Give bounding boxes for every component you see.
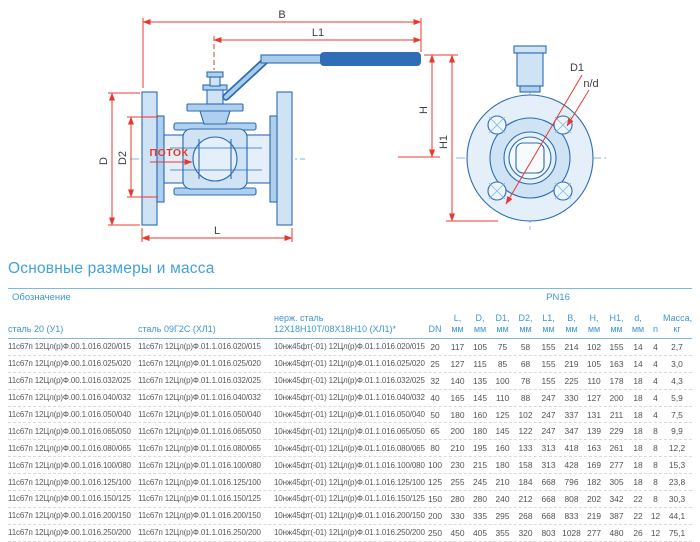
value-cell: 250 bbox=[428, 527, 442, 538]
value-cell: 247 bbox=[541, 409, 556, 420]
value-cell: 202 bbox=[587, 493, 601, 504]
value-cell: 155 bbox=[541, 341, 556, 352]
value-cell: 335 bbox=[473, 510, 487, 521]
table-row bbox=[8, 440, 692, 457]
value-cell: 8 bbox=[653, 426, 658, 437]
value-cell: 139 bbox=[587, 426, 601, 437]
value-cell: 110 bbox=[587, 375, 601, 386]
left-raised-face bbox=[157, 116, 164, 202]
designation-cell: 11с67п 12Цл(р)Ф.00.1.016.050/040 bbox=[8, 410, 131, 419]
value-cell: 803 bbox=[541, 527, 556, 538]
value-cell: 229 bbox=[609, 426, 624, 437]
value-cell: 58 bbox=[520, 341, 531, 352]
handle-grip bbox=[320, 52, 421, 66]
right-flange bbox=[277, 92, 292, 225]
handle bbox=[226, 52, 421, 97]
value-cell: 169 bbox=[587, 460, 601, 471]
table-row bbox=[8, 373, 692, 390]
value-cell: 40 bbox=[430, 392, 440, 403]
dim-column-header-dn: DN bbox=[428, 323, 442, 334]
table-header bbox=[8, 288, 692, 339]
table-row bbox=[8, 474, 692, 491]
value-cell: 65 bbox=[430, 426, 440, 437]
value-cell: 18 bbox=[633, 375, 643, 386]
designation-cell: 11с67п 12Цл(р)Ф.01.1.016.150/125 bbox=[138, 494, 261, 504]
designation-cell: 11с67п 12Цл(р)Ф.00.1.016.200/150 bbox=[8, 511, 131, 521]
designation-cell: 11с67п 12Цл(р)Ф.00.1.016.020/015 bbox=[8, 342, 131, 352]
value-cell: 125 bbox=[428, 477, 442, 488]
table-row bbox=[8, 423, 692, 440]
value-cell: 480 bbox=[609, 527, 624, 538]
value-cell: 8 bbox=[653, 477, 658, 488]
value-cell: 85 bbox=[497, 358, 508, 369]
value-cell: 247 bbox=[541, 392, 556, 403]
value-cell: 20 bbox=[430, 341, 440, 352]
value-cell: 18 bbox=[633, 443, 643, 454]
value-cell: 277 bbox=[609, 460, 624, 471]
value-cell: 9,9 bbox=[671, 426, 683, 437]
dim-label-B: B bbox=[278, 9, 286, 21]
dim-label-nd: n/d bbox=[583, 78, 599, 90]
value-cell: 22 bbox=[633, 510, 643, 521]
dim-column-header-n: n bbox=[652, 323, 658, 334]
value-cell: 115 bbox=[473, 358, 487, 369]
value-cell: 127 bbox=[450, 358, 465, 369]
value-cell: 1028 bbox=[562, 527, 581, 538]
value-cell: 135 bbox=[473, 375, 487, 386]
designation-cell: 11с67п 12Цл(р)Ф.01.1.016.080/065 bbox=[138, 443, 261, 453]
designation-cell: 10нж45фт(-01) 12Цл(р)Ф.01.1.016.125/100 bbox=[274, 477, 425, 487]
value-cell: 15,3 bbox=[668, 460, 686, 471]
designation-cell: 11с67п 12Цл(р)Ф.00.1.016.125/100 bbox=[8, 477, 131, 487]
value-cell: 18 bbox=[633, 460, 643, 471]
value-cell: 145 bbox=[495, 426, 510, 437]
designation-cell: 11с67п 12Цл(р)Ф.01.1.016.032/025 bbox=[138, 376, 261, 386]
value-cell: 240 bbox=[495, 493, 510, 504]
dimensions-table bbox=[8, 288, 692, 542]
value-cell: 808 bbox=[564, 493, 579, 504]
value-cell: 418 bbox=[564, 443, 579, 454]
dim-column-header-d2: D2, мм bbox=[518, 312, 533, 334]
value-cell: 277 bbox=[587, 527, 601, 538]
value-cell: 255 bbox=[450, 477, 465, 488]
value-cell: 210 bbox=[450, 443, 465, 454]
value-cell: 215 bbox=[473, 460, 487, 471]
value-cell: 160 bbox=[495, 443, 510, 454]
designation-cell: 10нж45фт(-01) 12Цл(р)Ф.01.1.016.150/125 bbox=[274, 494, 425, 504]
designation-cell: 11с67п 12Цл(р)Ф.00.1.016.150/125 bbox=[8, 494, 131, 504]
value-cell: 133 bbox=[518, 443, 533, 454]
designation-cell: 10нж45фт(-01) 12Цл(р)Ф.01.1.016.100/080 bbox=[274, 460, 425, 470]
value-cell: 117 bbox=[450, 341, 465, 352]
value-cell: 337 bbox=[564, 409, 579, 420]
designation-cell: 10нж45фт(-01) 12Цл(р)Ф.01.1.016.040/032 bbox=[274, 393, 425, 403]
value-cell: 268 bbox=[518, 510, 533, 521]
value-cell: 225 bbox=[564, 375, 579, 386]
value-cell: 668 bbox=[541, 493, 556, 504]
stem-top-lip bbox=[514, 46, 546, 53]
dim-column-header-l1: L1, мм bbox=[542, 312, 555, 334]
dim-column-header-l: L, мм bbox=[451, 312, 464, 334]
value-cell: 5,9 bbox=[671, 392, 683, 403]
value-cell: 12 bbox=[650, 527, 661, 538]
dim-column-header-d1: D1, мм bbox=[495, 312, 510, 334]
value-cell: 26 bbox=[633, 527, 643, 538]
value-cell: 127 bbox=[587, 392, 601, 403]
designation-cell: 11с67п 12Цл(р)Ф.00.1.016.032/025 bbox=[8, 376, 131, 386]
designation-cell: 11с67п 12Цл(р)Ф.01.1.016.250/200 bbox=[138, 528, 261, 538]
handle-bar bbox=[261, 55, 325, 63]
designation-group-header: Обозначение bbox=[12, 292, 71, 303]
dim-column-header-d: D, мм bbox=[473, 312, 487, 334]
designation-cell: 10нж45фт(-01) 12Цл(р)Ф.01.1.016.065/050 bbox=[274, 426, 425, 436]
value-cell: 140 bbox=[450, 375, 465, 386]
value-cell: 428 bbox=[564, 460, 579, 471]
value-cell: 44,1 bbox=[668, 510, 686, 521]
value-cell: 160 bbox=[473, 409, 487, 420]
value-cell: 18 bbox=[633, 392, 643, 403]
value-cell: 3,0 bbox=[671, 358, 683, 369]
value-cell: 18 bbox=[633, 426, 643, 437]
material-column-header-0: сталь 20 (У1) bbox=[8, 323, 64, 334]
value-cell: 155 bbox=[609, 341, 624, 352]
designation-cell: 11с67п 12Цл(р)Ф.01.1.016.025/020 bbox=[138, 359, 261, 369]
dim-label-L: L bbox=[213, 225, 221, 237]
value-cell: 320 bbox=[518, 527, 533, 538]
material-column-header-1: сталь 09Г2С (ХЛ1) bbox=[138, 323, 216, 334]
value-cell: 347 bbox=[564, 426, 579, 437]
designation-cell: 11с67п 12Цл(р)Ф.00.1.016.040/032 bbox=[8, 393, 131, 403]
designation-cell: 10нж45фт(-01) 12Цл(р)Ф.01.1.016.200/150 bbox=[274, 511, 425, 521]
value-cell: 4 bbox=[653, 341, 658, 352]
dim-label-D2: D2 bbox=[117, 150, 129, 166]
value-cell: 4 bbox=[653, 409, 658, 420]
value-cell: 88 bbox=[520, 392, 531, 403]
stem-neck bbox=[207, 89, 223, 104]
pn-group-header: PN16 bbox=[546, 292, 570, 303]
designation-cell: 11с67п 12Цл(р)Ф.00.1.016.250/200 bbox=[8, 528, 131, 538]
value-cell: 313 bbox=[541, 460, 556, 471]
value-cell: 23,8 bbox=[668, 477, 686, 488]
designation-cell: 11с67п 12Цл(р)Ф.01.1.016.050/040 bbox=[138, 410, 261, 419]
value-cell: 12 bbox=[650, 510, 661, 521]
dim-label-L1: L1 bbox=[311, 27, 325, 39]
dim-column-header-h: H, мм bbox=[587, 312, 601, 334]
mounting-plate bbox=[187, 104, 243, 111]
value-cell: 796 bbox=[564, 477, 579, 488]
table-row bbox=[8, 457, 692, 474]
stem-column bbox=[517, 53, 543, 86]
section-title: Основные размеры и масса bbox=[8, 260, 215, 277]
value-cell: 155 bbox=[541, 375, 556, 386]
value-cell: 214 bbox=[564, 341, 579, 352]
value-cell: 122 bbox=[518, 426, 533, 437]
value-cell: 330 bbox=[564, 392, 579, 403]
value-cell: 212 bbox=[518, 493, 533, 504]
value-cell: 145 bbox=[473, 392, 487, 403]
stem-collar bbox=[520, 86, 540, 92]
value-cell: 100 bbox=[495, 375, 510, 386]
value-cell: 75 bbox=[497, 341, 508, 352]
value-cell: 200 bbox=[428, 510, 442, 521]
value-cell: 210 bbox=[495, 477, 510, 488]
dim-label-D1: D1 bbox=[569, 62, 585, 74]
designation-cell: 10нж45фт(-01) 12Цл(р)Ф.01.1.016.250/200 bbox=[274, 528, 425, 538]
value-cell: 7,5 bbox=[671, 409, 683, 420]
table-row bbox=[8, 525, 692, 542]
ball-valve-drawing bbox=[0, 0, 700, 256]
designation-cell: 11с67п 12Цл(р)Ф.01.1.016.020/015 bbox=[138, 342, 261, 352]
table-header-top-row bbox=[8, 289, 692, 306]
value-cell: 387 bbox=[609, 510, 624, 521]
table-body bbox=[8, 339, 692, 542]
value-cell: 295 bbox=[495, 510, 510, 521]
dim-label-D: D bbox=[98, 157, 110, 165]
right-pipe bbox=[247, 135, 270, 183]
value-cell: 100 bbox=[428, 460, 442, 471]
value-cell: 150 bbox=[428, 493, 442, 504]
value-cell: 219 bbox=[587, 510, 601, 521]
value-cell: 131 bbox=[587, 409, 601, 420]
table-row bbox=[8, 508, 692, 525]
table-row bbox=[8, 339, 692, 356]
dim-label-H1: H1 bbox=[438, 134, 450, 150]
value-cell: 158 bbox=[518, 460, 533, 471]
dim-column-header-d: d, мм bbox=[631, 312, 645, 334]
stem bbox=[210, 77, 220, 86]
value-cell: 355 bbox=[495, 527, 510, 538]
value-cell: 180 bbox=[450, 409, 465, 420]
value-cell: 110 bbox=[495, 392, 510, 403]
value-cell: 32 bbox=[430, 375, 440, 386]
column-headers bbox=[8, 306, 692, 338]
value-cell: 155 bbox=[541, 358, 556, 369]
value-cell: 165 bbox=[450, 392, 465, 403]
table-row bbox=[8, 407, 692, 424]
value-cell: 12,2 bbox=[668, 443, 686, 454]
designation-cell: 11с67п 12Цл(р)Ф.00.1.016.100/080 bbox=[8, 460, 131, 470]
value-cell: 182 bbox=[587, 477, 601, 488]
designation-cell: 10нж45фт(-01) 12Цл(р)Ф.01.1.016.020/015 bbox=[274, 342, 425, 352]
designation-cell: 10нж45фт(-01) 12Цл(р)Ф.01.1.016.025/020 bbox=[274, 359, 425, 369]
value-cell: 833 bbox=[564, 510, 579, 521]
value-cell: 280 bbox=[473, 493, 487, 504]
value-cell: 245 bbox=[473, 477, 487, 488]
designation-cell: 11с67п 12Цл(р)Ф.01.1.016.125/100 bbox=[138, 477, 261, 487]
value-cell: 305 bbox=[609, 477, 624, 488]
value-cell: 8 bbox=[653, 493, 658, 504]
value-cell: 50 bbox=[430, 409, 440, 420]
right-raised-face bbox=[270, 116, 277, 202]
value-cell: 105 bbox=[473, 341, 487, 352]
value-cell: 180 bbox=[495, 460, 510, 471]
value-cell: 4 bbox=[653, 358, 658, 369]
value-cell: 450 bbox=[450, 527, 465, 538]
value-cell: 200 bbox=[609, 392, 624, 403]
value-cell: 230 bbox=[450, 460, 465, 471]
valve-technical-drawing bbox=[0, 0, 700, 256]
value-cell: 18 bbox=[633, 409, 643, 420]
value-cell: 163 bbox=[609, 358, 624, 369]
bonnet bbox=[200, 111, 230, 124]
value-cell: 4 bbox=[653, 392, 658, 403]
table-row bbox=[8, 356, 692, 373]
value-cell: 313 bbox=[541, 443, 556, 454]
left-pipe bbox=[164, 135, 183, 183]
designation-cell: 11с67п 12Цл(р)Ф.00.1.016.025/020 bbox=[8, 359, 131, 369]
designation-cell: 11с67п 12Цл(р)Ф.01.1.016.100/080 bbox=[138, 460, 261, 470]
value-cell: 2,7 bbox=[671, 341, 683, 352]
value-cell: 280 bbox=[450, 493, 465, 504]
value-cell: 247 bbox=[541, 426, 556, 437]
value-cell: 125 bbox=[495, 409, 510, 420]
handle-shaft bbox=[226, 60, 266, 97]
designation-cell: 11с67п 12Цл(р)Ф.00.1.016.080/065 bbox=[8, 443, 131, 453]
value-cell: 200 bbox=[450, 426, 465, 437]
value-cell: 68 bbox=[520, 358, 531, 369]
value-cell: 195 bbox=[473, 443, 487, 454]
value-cell: 4 bbox=[653, 375, 658, 386]
designation-cell: 11с67п 12Цл(р)Ф.01.1.016.200/150 bbox=[138, 511, 261, 521]
dim-column-header-b: B, мм bbox=[565, 312, 578, 334]
value-cell: 178 bbox=[609, 375, 624, 386]
value-cell: 18 bbox=[633, 477, 643, 488]
value-cell: 25 bbox=[430, 358, 440, 369]
flow-label: ПОТОК bbox=[149, 147, 189, 159]
value-cell: 102 bbox=[518, 409, 533, 420]
value-cell: 80 bbox=[430, 443, 440, 454]
value-cell: 668 bbox=[541, 510, 556, 521]
value-cell: 163 bbox=[587, 443, 601, 454]
value-cell: 342 bbox=[609, 493, 624, 504]
ball bbox=[193, 137, 237, 181]
material-column-header-2: нерж. сталь 12Х18Н10Т/08Х18Н10 (ХЛ1)* bbox=[274, 312, 396, 334]
value-cell: 211 bbox=[609, 409, 624, 420]
designation-cell: 11с67п 12Цл(р)Ф.01.1.016.065/050 bbox=[138, 426, 261, 436]
value-cell: 668 bbox=[541, 477, 556, 488]
dim-column-header-масса: Масса, кг bbox=[663, 312, 693, 334]
dim-label-H: H bbox=[418, 106, 430, 114]
value-cell: 8 bbox=[653, 460, 658, 471]
table-row bbox=[8, 491, 692, 508]
value-cell: 180 bbox=[473, 426, 487, 437]
value-cell: 184 bbox=[518, 477, 533, 488]
designation-cell: 10нж45фт(-01) 12Цл(р)Ф.01.1.016.050/040 bbox=[274, 410, 425, 419]
value-cell: 405 bbox=[473, 527, 487, 538]
dim-column-header-h1: H1, мм bbox=[609, 312, 624, 334]
value-cell: 78 bbox=[520, 375, 531, 386]
designation-cell: 11с67п 12Цл(р)Ф.00.1.016.065/050 bbox=[8, 426, 131, 436]
value-cell: 14 bbox=[633, 358, 643, 369]
value-cell: 75,1 bbox=[668, 527, 686, 538]
designation-cell: 10нж45фт(-01) 12Цл(р)Ф.01.1.016.032/025 bbox=[274, 376, 425, 386]
table-row bbox=[8, 390, 692, 407]
value-cell: 30,3 bbox=[668, 493, 686, 504]
value-cell: 8 bbox=[653, 443, 658, 454]
value-cell: 219 bbox=[564, 358, 579, 369]
designation-cell: 10нж45фт(-01) 12Цл(р)Ф.01.1.016.080/065 bbox=[274, 443, 425, 453]
value-cell: 102 bbox=[587, 341, 601, 352]
value-cell: 22 bbox=[633, 493, 643, 504]
value-cell: 261 bbox=[609, 443, 624, 454]
value-cell: 4,3 bbox=[671, 375, 683, 386]
value-cell: 330 bbox=[450, 510, 465, 521]
value-cell: 105 bbox=[587, 358, 601, 369]
stem-nut bbox=[207, 72, 223, 77]
designation-cell: 11с67п 12Цл(р)Ф.01.1.016.040/032 bbox=[138, 393, 261, 403]
value-cell: 14 bbox=[633, 341, 643, 352]
